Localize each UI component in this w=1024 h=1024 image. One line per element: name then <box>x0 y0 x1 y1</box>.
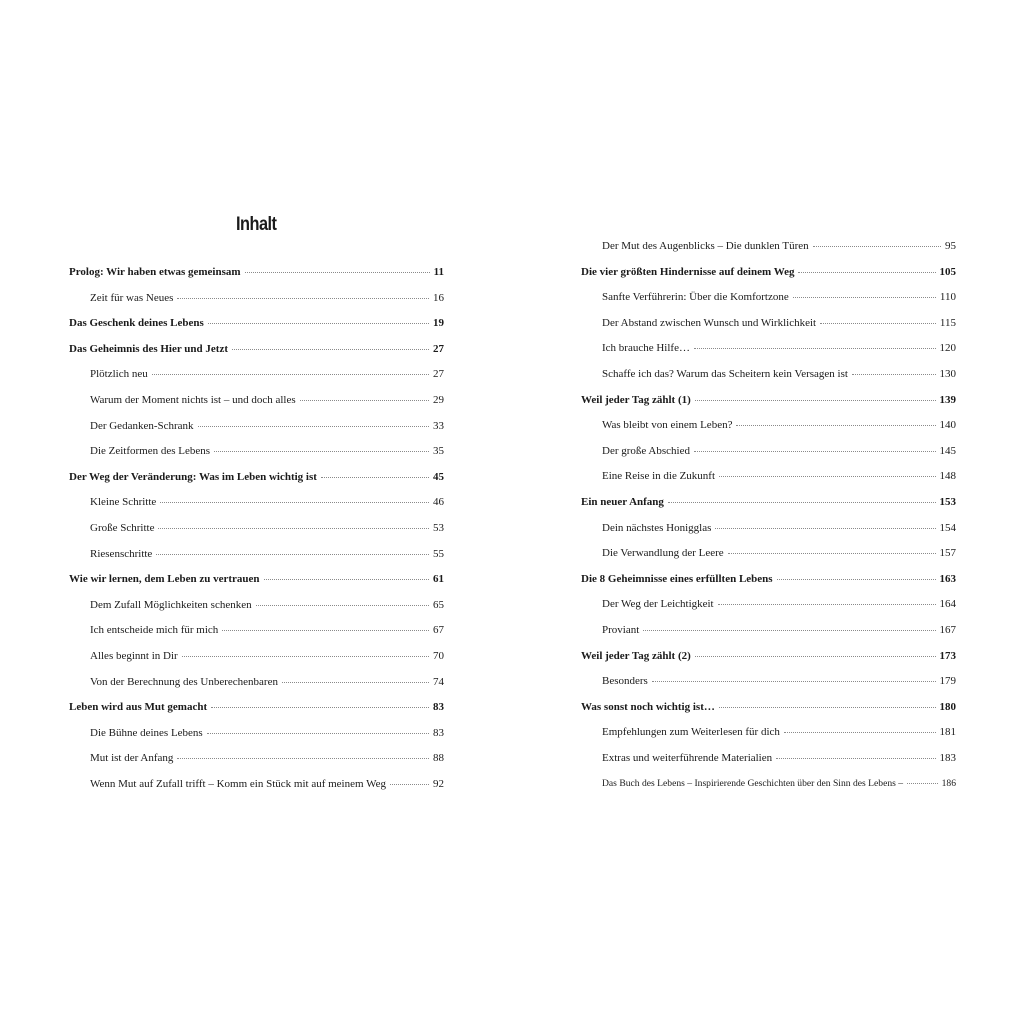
dot-leader <box>643 630 935 631</box>
toc-entry-title: Warum der Moment nichts ist – und doch alles <box>90 394 296 406</box>
toc-entry-title: Proviant <box>602 624 640 636</box>
toc-entry-title: Ich entscheide mich für mich <box>90 624 219 637</box>
dot-leader <box>232 349 429 350</box>
toc-entry-title: Das Buch des Lebens – Inspirierende Geschichten über den Sinn des Lebens – <box>602 777 904 789</box>
toc-section-entry <box>581 724 956 740</box>
dot-leader <box>907 783 938 784</box>
dot-leader <box>156 554 429 555</box>
toc-page-number: 11 <box>433 266 444 278</box>
toc-section-entry <box>581 417 956 433</box>
toc-entry-title: Dem Zufall Möglichkeiten schenken <box>90 598 252 611</box>
dot-leader <box>211 707 429 708</box>
dot-leader <box>852 374 936 375</box>
toc-section-entry <box>581 366 956 382</box>
toc-page-number: 19 <box>433 317 444 330</box>
toc-page-number: 179 <box>939 675 956 688</box>
dot-leader <box>152 374 429 375</box>
toc-page-number: 145 <box>939 444 956 457</box>
dot-leader <box>728 553 936 554</box>
toc-entry-title: Prolog: Wir haben etwas gemeinsam <box>69 266 241 278</box>
toc-page-number: 83 <box>433 701 444 714</box>
toc-page-number: 173 <box>939 649 956 662</box>
toc-entry-title: Sanfte Verführerin: Über die Komfortzone <box>602 291 789 304</box>
dot-leader <box>158 528 429 529</box>
dot-leader <box>177 298 429 299</box>
toc-entry-title: Riesenschritte <box>90 547 153 560</box>
toc-section-entry <box>69 392 444 408</box>
toc-section-entry <box>69 674 444 690</box>
toc-entry-title: Besonders <box>602 675 648 688</box>
toc-entry-title: Alles beginnt in Dir <box>90 650 178 662</box>
toc-page-number: 115 <box>939 316 956 329</box>
toc-chapter-entry <box>69 315 444 331</box>
toc-entry-title: Die Verwandlung der Leere <box>602 547 724 560</box>
toc-page-number: 70 <box>433 650 444 662</box>
dot-leader <box>222 630 429 631</box>
dot-leader <box>813 246 941 247</box>
toc-page-number: 27 <box>433 342 444 355</box>
toc-right-column <box>581 0 956 1024</box>
toc-entry-title: Weil jeder Tag zählt (1) <box>581 393 691 406</box>
toc-entry-title: Schaffe ich das? Warum das Scheitern kein Versagen ist <box>602 368 848 380</box>
toc-page-number: 181 <box>939 726 956 739</box>
toc-entry-title: Ich brauche Hilfe… <box>602 342 690 355</box>
toc-section-entry <box>581 289 956 305</box>
dot-leader <box>321 477 429 478</box>
toc-entry-title: Leben wird aus Mut gemacht <box>69 701 208 714</box>
dot-leader <box>695 656 936 657</box>
toc-page-number: 45 <box>433 470 444 483</box>
toc-section-entry <box>69 520 444 536</box>
toc-page-number: 110 <box>939 291 956 304</box>
toc-entry-title: Ein neuer Anfang <box>581 496 664 508</box>
toc-entry-title: Die vier größten Hindernisse auf deinem Weg <box>581 265 795 278</box>
toc-entry-title: Weil jeder Tag zählt (2) <box>581 649 691 662</box>
toc-chapter-entry <box>581 571 956 587</box>
toc-page-number: 55 <box>433 547 444 560</box>
dot-leader <box>719 476 935 477</box>
dot-leader <box>694 451 936 452</box>
toc-section-entry <box>581 340 956 356</box>
toc-entry-title: Das Geheimnis des Hier und Jetzt <box>69 342 228 355</box>
toc-section-entry <box>69 725 444 741</box>
toc-section-entry <box>581 596 956 612</box>
dot-leader <box>793 297 936 298</box>
toc-section-entry <box>69 546 444 562</box>
toc-entry-title: Große Schritte <box>90 522 155 534</box>
toc-entry-title: Der Mut des Augenblicks – Die dunklen Türen <box>602 240 809 252</box>
toc-chapter-entry <box>69 341 444 357</box>
toc-chapter-entry <box>69 699 444 715</box>
dot-leader <box>719 707 936 708</box>
dot-leader <box>694 348 936 349</box>
toc-entry-title: Das Geschenk deines Lebens <box>69 317 204 330</box>
page-title: Inhalt <box>236 214 277 235</box>
toc-entry-title: Plötzlich neu <box>90 368 148 381</box>
dot-leader <box>820 323 936 324</box>
toc-section-entry <box>69 443 444 459</box>
toc-page-number: 83 <box>433 726 444 739</box>
toc-section-entry <box>69 622 444 638</box>
toc-page-number: 139 <box>939 393 956 406</box>
dot-leader <box>784 732 936 733</box>
toc-entry-title: Zeit für was Neues <box>90 291 174 304</box>
toc-entry-title: Die Bühne deines Lebens <box>90 726 203 739</box>
dot-leader <box>798 272 935 273</box>
toc-section-entry <box>581 443 956 459</box>
toc-entry-title: Extras und weiterführende Materialien <box>602 752 773 764</box>
toc-entry-title: Wenn Mut auf Zufall trifft – Komm ein Stück mit auf meinem Weg <box>90 778 386 790</box>
toc-page-number: 61 <box>433 573 444 586</box>
toc-entry-title: Was bleibt von einem Leben? <box>602 419 733 432</box>
toc-page-number: 167 <box>939 624 956 636</box>
dot-leader <box>177 758 429 759</box>
toc-left-column <box>69 0 444 1024</box>
toc-chapter-entry <box>69 264 444 280</box>
toc-section-entry <box>581 776 956 792</box>
dot-leader <box>695 400 936 401</box>
toc-page-number: 183 <box>939 752 956 764</box>
toc-page-number: 27 <box>433 368 444 381</box>
toc-page-number: 153 <box>939 496 956 508</box>
toc-chapter-entry <box>69 571 444 587</box>
toc-entry-title: Eine Reise in die Zukunft <box>602 470 716 483</box>
toc-section-entry <box>581 545 956 561</box>
dot-leader <box>160 502 429 503</box>
dot-leader <box>282 682 429 683</box>
toc-section-entry <box>69 290 444 306</box>
toc-section-entry <box>581 238 956 254</box>
dot-leader <box>715 528 935 529</box>
toc-entry-title: Was sonst noch wichtig ist… <box>581 700 715 713</box>
toc-section-entry <box>581 520 956 536</box>
toc-page-number: 148 <box>939 470 956 483</box>
toc-page-number: 154 <box>939 521 956 534</box>
toc-entry-title: Empfehlungen zum Weiterlesen für dich <box>602 726 780 739</box>
toc-entry-title: Der große Abschied <box>602 444 690 457</box>
toc-page-number: 95 <box>945 240 956 252</box>
toc-chapter-entry <box>581 648 956 664</box>
toc-entry-title: Wie wir lernen, dem Leben zu vertrauen <box>69 573 260 586</box>
toc-chapter-entry <box>581 264 956 280</box>
dot-leader <box>390 784 429 785</box>
toc-section-entry <box>581 468 956 484</box>
toc-section-entry <box>69 494 444 510</box>
dot-leader <box>776 758 935 759</box>
toc-page-number: 65 <box>433 598 444 611</box>
toc-page-number: 120 <box>939 342 956 355</box>
dot-leader <box>652 681 936 682</box>
toc-entry-title: Dein nächstes Honigglas <box>602 521 712 534</box>
toc-page-number: 74 <box>433 675 444 688</box>
toc-section-entry <box>581 315 956 331</box>
dot-leader <box>668 502 936 503</box>
toc-page-number: 140 <box>939 419 956 432</box>
toc-chapter-entry <box>69 469 444 485</box>
toc-section-entry <box>581 750 956 766</box>
toc-page-number: 105 <box>939 265 956 278</box>
dot-leader <box>245 272 430 273</box>
dot-leader <box>777 579 936 580</box>
toc-entry-title: Mut ist der Anfang <box>90 752 174 765</box>
toc-page-number: 130 <box>939 368 956 380</box>
toc-section-entry <box>581 673 956 689</box>
dot-leader <box>736 425 935 426</box>
toc-page-number: 53 <box>433 522 444 534</box>
toc-page-number: 186 <box>941 777 956 789</box>
dot-leader <box>182 656 429 657</box>
dot-leader <box>208 323 429 324</box>
toc-page-number: 67 <box>433 624 444 637</box>
toc-page-number: 92 <box>433 778 444 790</box>
dot-leader <box>256 605 429 606</box>
toc-chapter-entry <box>581 392 956 408</box>
toc-page-number: 33 <box>433 419 444 432</box>
toc-section-entry <box>69 366 444 382</box>
dot-leader <box>214 451 429 452</box>
toc-section-entry <box>69 597 444 613</box>
toc-entry-title: Der Weg der Leichtigkeit <box>602 598 714 611</box>
toc-entry-title: Die 8 Geheimnisse eines erfüllten Lebens <box>581 572 773 585</box>
toc-section-entry <box>69 648 444 664</box>
toc-section-entry <box>69 776 444 792</box>
toc-page-number: 16 <box>433 291 444 304</box>
toc-page-number: 88 <box>433 752 444 765</box>
toc-page-number: 29 <box>433 394 444 406</box>
toc-section-entry <box>69 418 444 434</box>
toc-section-entry <box>69 750 444 766</box>
toc-page-number: 180 <box>939 700 956 713</box>
toc-entry-title: Die Zeitformen des Lebens <box>90 445 211 458</box>
toc-page-number: 164 <box>939 598 956 611</box>
toc-entry-title: Von der Berechnung des Unberechenbaren <box>90 675 278 688</box>
toc-page-number: 46 <box>433 496 444 509</box>
dot-leader <box>264 579 429 580</box>
toc-page-number: 157 <box>939 547 956 560</box>
toc-entry-title: Kleine Schritte <box>90 496 157 509</box>
toc-page-number: 163 <box>939 572 956 585</box>
dot-leader <box>207 733 429 734</box>
dot-leader <box>198 426 429 427</box>
dot-leader <box>300 400 429 401</box>
toc-entry-title: Der Gedanken-Schrank <box>90 419 194 432</box>
toc-chapter-entry <box>581 699 956 715</box>
toc-page-number: 35 <box>433 445 444 458</box>
toc-entry-title: Der Weg der Veränderung: Was im Leben wichtig ist <box>69 470 317 483</box>
toc-entry-title: Der Abstand zwischen Wunsch und Wirklichkeit <box>602 316 817 329</box>
toc-section-entry <box>581 622 956 638</box>
dot-leader <box>718 604 936 605</box>
toc-chapter-entry <box>581 494 956 510</box>
